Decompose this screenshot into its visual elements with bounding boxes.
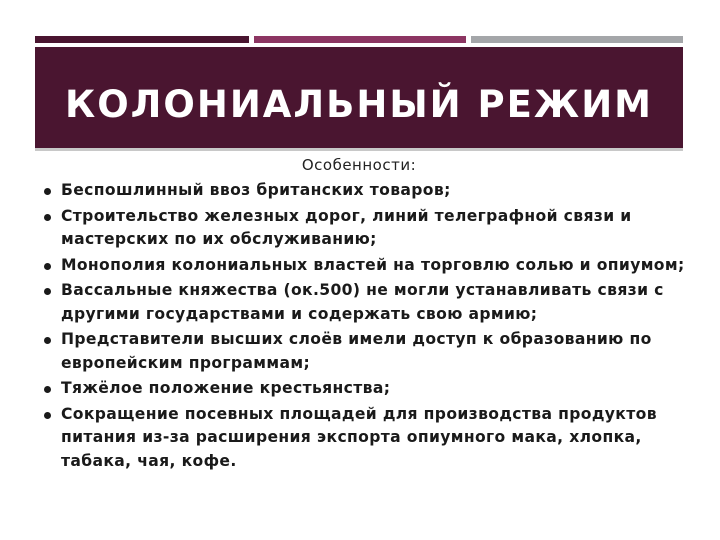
bullet-item <box>44 403 694 474</box>
accent-bar-gray <box>471 36 683 43</box>
bullet-item <box>44 377 694 401</box>
bullet-text: Сокращение посевных площадей для производства продуктов питания из-за расширения экспорта опиумного мака, хлопка, табака, чая, кофе. <box>61 404 657 470</box>
bullet-dot-icon <box>44 263 51 270</box>
bullet-item <box>44 179 694 203</box>
bullet-dot-icon <box>44 214 51 221</box>
bullet-dot-icon <box>44 412 51 419</box>
bullet-dot-icon <box>44 188 51 195</box>
bullet-text: Беспошлинный ввоз британских товаров; <box>61 181 451 199</box>
accent-bar-dark <box>35 36 249 43</box>
bullet-item <box>44 328 694 375</box>
slide-subtitle: Особенности: <box>301 156 417 174</box>
bullet-item <box>44 279 694 326</box>
bullet-list <box>44 179 694 475</box>
bullet-dot-icon <box>44 386 51 393</box>
bullet-text: Строительство железных дорог, линий телеграфной связи и мастерских по их обслуживанию; <box>61 206 632 248</box>
bullet-item <box>44 205 694 252</box>
bullet-text: Тяжёлое положение крестьянства; <box>61 379 391 397</box>
title-divider <box>35 148 683 151</box>
bullet-text: Монополия колониальных властей на торговлю солью и опиумом; <box>61 255 685 274</box>
bullet-text: Представители высших слоёв имели доступ к образованию по европейским программам; <box>61 330 652 372</box>
bullet-text: Вассальные княжества (ок.500) не могли устанавливать связи с другими государствами и содержать свою армию; <box>61 281 664 323</box>
title-band <box>35 47 683 148</box>
slide-title: КОЛОНИАЛЬНЫЙ РЕЖИМ <box>64 83 653 126</box>
bullet-dot-icon <box>44 337 51 344</box>
bullet-item <box>44 254 694 278</box>
bullet-dot-icon <box>44 288 51 295</box>
accent-bar-magenta <box>254 36 466 43</box>
